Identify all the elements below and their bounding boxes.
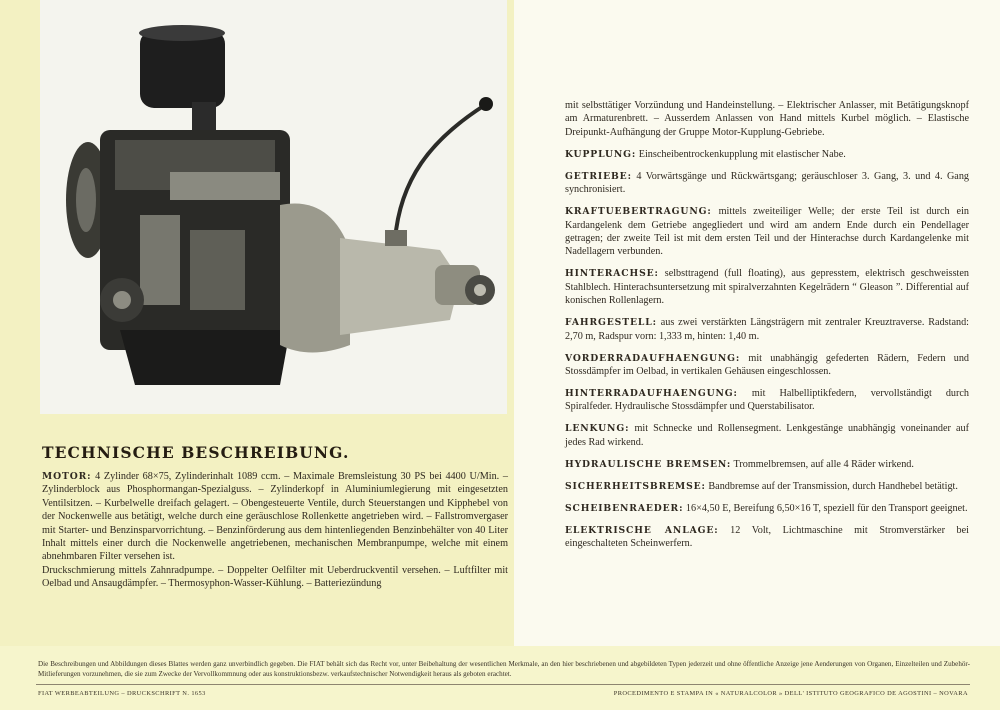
section-text: 16×4,50 E, Bereifung 6,50×16 T, speziell für den Transport geeignet. [685, 502, 968, 514]
section-kraftuebertragung [565, 205, 969, 259]
section-scheibenraeder [565, 502, 969, 515]
section-label: VORDERRADAUFHAENGUNG: [565, 352, 741, 364]
section-hinterradaufhaengung [565, 387, 969, 414]
section-sicherheitsbremse [565, 480, 969, 493]
section-text: 4 Vorwärtsgänge und Rückwärtsgang; geräuschloser 3. Gang, 3. und 4. Gang synchronisiert. [565, 170, 970, 196]
right-column [565, 99, 969, 559]
section-text: mit Schnecke und Rollensegment. Lenkgestänge unabhängig voneinander auf jedes Rad wirkend. [565, 423, 969, 448]
footer-printer-note: PROCEDIMENTO E STAMPA IN « NATURALCOLOR » DELL' ISTITUTO GEOGRAFICO DE AGOSTINI – NOVARA [613, 690, 968, 697]
section-label: SCHEIBENRAEDER: [565, 502, 684, 514]
document-heading: TECHNISCHE BESCHREIBUNG. [42, 443, 350, 462]
section-text: 12 Volt, Lichtmaschine mit Stromverstärker bei eingeschalteten Scheinwerfern. [565, 524, 969, 550]
footer-divider [36, 684, 970, 685]
section-text: Bandbremse auf der Transmission, durch Handhebel betätigt. [708, 480, 958, 492]
section-label: HINTERACHSE: [565, 268, 659, 280]
section-text: mit Halbelliptikfedern, vervollständigt durch Spiralfeder. Hydraulische Stossdämpfer und Querstabilisator. [565, 388, 970, 413]
section-label: MOTOR: [42, 471, 92, 482]
section-motor [42, 470, 508, 564]
section-continuation [565, 99, 969, 139]
section-vorderradaufhaengung [565, 352, 969, 379]
section-label: FAHRGESTELL: [565, 317, 657, 329]
section-label: LENKUNG: [565, 423, 630, 435]
section-lenkung [565, 422, 969, 449]
section-label: KRAFTUEBERTRAGUNG: [565, 206, 712, 218]
footer-disclaimer: Die Beschreibungen und Abbildungen dieses Blattes werden ganz unverbindlich gegeben. Die FIAT behält sich das Recht vor, unter Beibehaltung der wesentlichen Merkmale, an den hier beschriebenen und abgebildeten Typen jederzeit und ohne öffentliche Anzeige jene Aenderungen von Organen, Einzelteilen und Zubehör-Mitlieferungen vorzunehmen, die sie zum Zwecke der Vervollkommnung oder aus konstruktionsbezw. verkaufstechnischer Notwendigkeit heraus als geboten erachtet. [38, 660, 970, 678]
section-elektrische-anlage [565, 524, 969, 551]
section-text: mittels zweiteiliger Welle; der erste Teil ist durch ein Kardangelenk dem Getriebe angegliedert und wird am andern Ende durch ein Pendellager getragen; der zweite Teil ist mit dem ersten Teil und der Hinterachse durch Kardangelenke mit Nadellagern verbunden. [565, 206, 970, 258]
section-kupplung [565, 148, 969, 161]
section-text: Einscheibentrockenkupplung mit elastischer Nabe. [638, 148, 846, 160]
section-fahrgestell [565, 316, 969, 343]
section-motor-continued: Druckschmierung mittels Zahnradpumpe. – Doppelter Oelfilter mit Ueberdruckventil versehen. – Luftfilter mit Oelbad und Ansaugdämpfer. – Thermosyphon-Wasser-Kühlung. – Batteriezündung [42, 564, 508, 590]
section-label: HINTERRADAUFHAENGUNG: [565, 388, 738, 400]
footer-publication-note: FIAT WERBEABTEILUNG – DRUCKSCHRIFT N. 1653 [38, 690, 206, 697]
section-label: ELEKTRISCHE ANLAGE: [565, 524, 719, 536]
section-hinterachse [565, 267, 969, 307]
engine-photo [40, 0, 507, 414]
section-text: mit unabhängig gefederten Rädern, Federn und Stossdämpfer im Oelbad, in vertikalen Gehäusen eingeschlossen. [565, 352, 970, 378]
engine-illustration [40, 0, 507, 414]
section-text: selbsttragend (full floating), aus gepresstem, elektrisch geschweissten Stahlblech. Hinterachsuntersetzung mit spiralverzahnten Kegelrädern “ Gleason ”. Differential auf konischen Rollenlagern. [565, 268, 969, 307]
section-text: Trommelbremsen, auf alle 4 Räder wirkend. [733, 458, 914, 470]
section-label: SICHERHEITSBREMSE: [565, 480, 706, 492]
section-label: GETRIEBE: [565, 170, 632, 182]
section-label: KUPPLUNG: [565, 148, 637, 160]
section-getriebe [565, 170, 969, 197]
section-hydraulische-bremsen [565, 458, 969, 471]
section-text: aus zwei verstärkten Längsträgern mit zentraler Kreuztraverse. Radstand: 2,70 m, Radspur vorn: 1,333 m, hinten: 1,40 m. [565, 317, 969, 342]
left-column [42, 470, 508, 591]
section-text: mit selbsttätiger Vorzündung und Handeinstellung. – Elektrischer Anlasser, mit Betätigungsknopf am Armaturenbrett. – Ausserdem Anlassen von Hand mittels Kurbel möglich. – Elastische Dreipunkt-Aufhängung der Gruppe Motor-Kupplung-Gebriebe. [565, 100, 969, 138]
section-text: 4 Zylinder 68×75, Zylinderinhalt 1089 ccm. – Maximale Bremsleistung 30 PS bei 4400 U/Min. – Zylinderblock aus Phosphormangan-Spezialguss. – Zylinderkopf in Aluminiumlegierung mit eingesetzten Ventilsitzen. – Kurbelwelle dreifach gelagert. – Obengesteuerte Ventile, durch Steuerstangen und Kipphebel von der Nockenwelle aus betätigt, welche durch eine geräuschlose Rollenkette angetrieben wird. – Fallstromvergaser mit Starter- und Benzinsparvorrichtung. – Benzinförderung aus dem hintenliegenden Benzinbehälter von 40 Liter Inhalt mittels einer durch die Nockenwelle angetriebenen, mechanischen Membranpumpe, welche mit einem abnehmbaren Filter versehen ist. [42, 471, 509, 563]
section-label: HYDRAULISCHE BREMSEN: [565, 458, 732, 470]
